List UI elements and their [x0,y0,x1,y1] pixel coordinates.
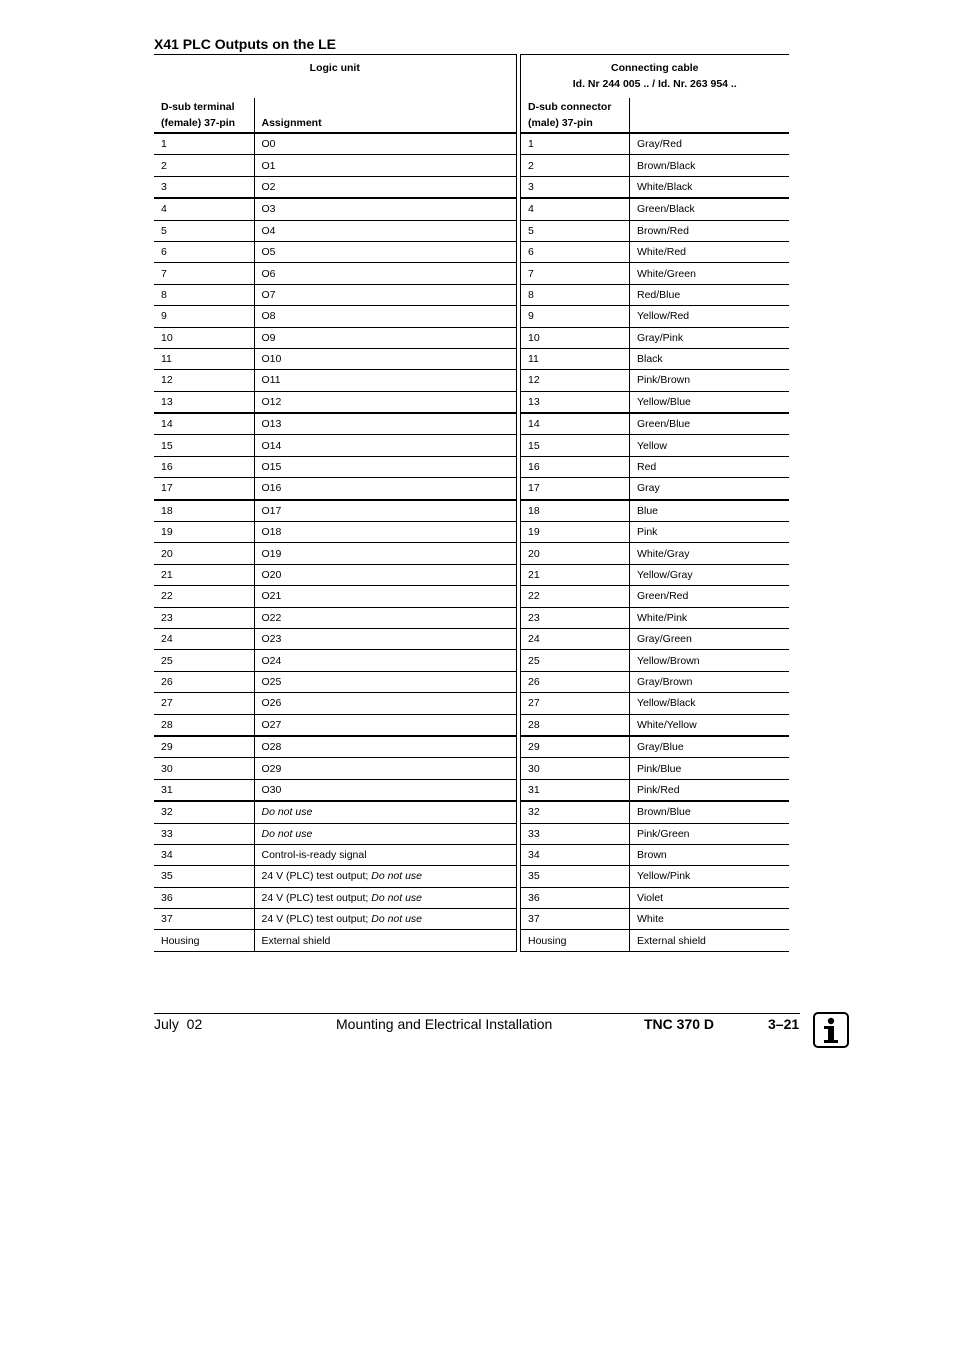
terminal-pin: 18 [154,500,254,522]
logic-table-row [154,607,516,628]
assignment-cell [254,930,516,951]
connector-pin: 3 [521,176,630,198]
assignment-text: O0 [261,138,276,151]
cable-table-row [521,327,789,348]
logic-table-row [154,779,516,801]
assignment-cell [254,736,516,758]
connector-pin: 28 [521,714,630,736]
assignment-cell [254,220,516,241]
cable-table-row [521,391,789,413]
connector-pin: 22 [521,586,630,607]
connector-pin: 15 [521,435,630,456]
assignment-cell [254,758,516,779]
terminal-pin: 10 [154,327,254,348]
cable-table-row [521,693,789,714]
terminal-pin: 1 [154,133,254,155]
logic-table-row [154,435,516,456]
assignment-text: O5 [261,246,276,259]
terminal-pin: 35 [154,866,254,887]
cable-table-row [521,155,789,176]
assignment-text: 24 V (PLC) test output; [261,870,372,883]
wire-color: Pink/Blue [630,758,789,779]
terminal-pin: 12 [154,370,254,391]
assignment-cell [254,564,516,585]
assignment-text: O15 [261,461,282,474]
wire-color: Green/Red [630,586,789,607]
logic-table-row [154,714,516,736]
connector-pin: 16 [521,456,630,477]
wire-color: Red/Blue [630,284,789,305]
logic-table-row [154,866,516,887]
connector-pin: 21 [521,564,630,585]
assignment-cell [254,779,516,801]
cable-table-row [521,435,789,456]
logic-table-row [154,628,516,649]
cable-table-row [521,844,789,865]
logic-table-row [154,543,516,564]
wire-color: Gray/Brown [630,671,789,692]
logic-table-row [154,133,516,155]
assignment-text: Control-is-ready signal [261,849,367,862]
cable-table-row [521,522,789,543]
logic-table-row [154,693,516,714]
assignment-text: O20 [261,569,282,581]
assignment-cell [254,671,516,692]
logic-table-row [154,564,516,585]
cable-id-line: Id. Nr 244 005 .. / Id. Nr. 263 954 .. [572,78,737,90]
assignment-cell [254,628,516,649]
assignment-cell [254,500,516,522]
wire-color: Yellow/Black [630,693,789,714]
assignment-text: O24 [261,654,282,667]
assignment-text: 24 V (PLC) test output; [261,891,372,904]
wire-color: White/Gray [630,543,789,564]
terminal-pin: 7 [154,263,254,284]
logic-table-row [154,522,516,543]
terminal-pin: 9 [154,306,254,327]
header-line: D-sub connector [528,101,612,113]
assignment-text: O12 [261,395,282,408]
assignment-text: O11 [261,374,281,387]
connector-pin: 2 [521,155,630,176]
terminal-pin: 5 [154,220,254,241]
assignment-cell [254,435,516,456]
connector-pin: 31 [521,779,630,801]
assignment-cell [254,866,516,887]
wire-color: Gray/Pink [630,327,789,348]
logic-table-row [154,413,516,435]
info-icon [813,1012,849,1048]
cable-table-row [521,779,789,801]
assignment-cell [254,887,516,908]
wire-color: Brown [630,844,789,865]
wire-color: White/Yellow [630,714,789,736]
do-not-use-note: Do not use [371,913,423,926]
connector-pin: 13 [521,391,630,413]
cable-col-connector-header [521,98,630,133]
assignment-text: O8 [261,310,276,323]
wire-color: Pink/Green [630,823,789,844]
assignment-text: O18 [261,526,282,539]
terminal-pin: 34 [154,844,254,865]
section-title: X41 PLC Outputs on the LE [154,36,337,52]
assignment-text: O10 [261,353,282,366]
cable-table-row [521,198,789,220]
wire-color: White/Green [630,263,789,284]
cable-table-row [521,478,789,500]
assignment-cell [254,155,516,176]
cable-table-row [521,887,789,908]
wire-color: Gray/Red [630,133,789,155]
assignment-text: 24 V (PLC) test output; [261,913,372,926]
terminal-pin: 25 [154,650,254,671]
logic-table-row [154,909,516,930]
do-not-use-note: Do not use [371,891,423,904]
assignment-text: O6 [261,267,276,280]
logic-table-row [154,176,516,198]
assignment-text: O14 [261,439,282,452]
wire-color: External shield [630,930,789,951]
connector-pin: 7 [521,263,630,284]
wire-color: Brown/Red [630,220,789,241]
connector-pin: 18 [521,500,630,522]
wire-color: Red [630,456,789,477]
terminal-pin: 15 [154,435,254,456]
connector-pin: 10 [521,327,630,348]
terminal-pin: 37 [154,909,254,930]
cable-table-row [521,823,789,844]
assignment-text: O7 [261,288,276,301]
connector-pin: 37 [521,909,630,930]
connector-pin: 12 [521,370,630,391]
cable-table-row [521,714,789,736]
connector-pin: Housing [521,930,630,951]
cable-table-row [521,263,789,284]
wire-color: Black [630,348,789,369]
assignment-text: O25 [261,675,282,688]
cable-table-row [521,909,789,930]
cable-table-row [521,801,789,823]
assignment-cell [254,456,516,477]
wire-color: Gray [630,478,789,500]
connector-pin: 30 [521,758,630,779]
cable-title-line: Connecting cable [611,62,699,74]
assignment-text: O13 [261,418,282,431]
connector-pin: 6 [521,241,630,262]
connector-pin: 27 [521,693,630,714]
logic-table-row [154,500,516,522]
logic-table-row [154,758,516,779]
assignment-text: O22 [261,611,282,624]
terminal-pin: 26 [154,671,254,692]
terminal-pin: 14 [154,413,254,435]
connector-pin: 23 [521,607,630,628]
cable-table-row [521,306,789,327]
assignment-text: O21 [261,590,282,603]
header-line: (male) 37-pin [528,117,593,129]
assignment-cell [254,650,516,671]
terminal-pin: 19 [154,522,254,543]
logic-table-row [154,478,516,500]
wire-color: White [630,909,789,930]
terminal-pin: 23 [154,607,254,628]
connector-pin: 24 [521,628,630,649]
do-not-use-note: Do not use [371,870,423,883]
wire-color: Blue [630,500,789,522]
terminal-pin: 3 [154,176,254,198]
assignment-text: O19 [261,547,282,560]
header-line: (female) 37-pin [161,117,236,129]
assignment-text: O3 [261,203,276,216]
connector-pin: 29 [521,736,630,758]
cable-title [521,55,789,99]
cable-table-row [521,370,789,391]
connector-pin: 11 [521,348,630,369]
assignment-cell [254,478,516,500]
assignment-text: O9 [261,331,276,344]
assignment-text: O17 [261,504,282,517]
do-not-use-note: Do not use [261,827,313,840]
cable-table-row [521,671,789,692]
cable-table-row [521,758,789,779]
logic-col-terminal-header [154,98,254,133]
connector-pin: 35 [521,866,630,887]
cable-table-row [521,586,789,607]
terminal-pin: 28 [154,714,254,736]
logic-table-row [154,370,516,391]
cable-table-row [521,628,789,649]
wire-color: Brown/Black [630,155,789,176]
connector-pin: 19 [521,522,630,543]
logic-table-row [154,263,516,284]
logic-table-row [154,650,516,671]
cable-table-row [521,930,789,951]
connector-pin: 8 [521,284,630,305]
assignment-cell [254,176,516,198]
connector-pin: 9 [521,306,630,327]
wire-color: Green/Blue [630,413,789,435]
assignment-text: O28 [261,741,282,754]
wire-color: Yellow [630,435,789,456]
assignment-text: O4 [261,224,276,237]
do-not-use-note: Do not use [261,806,313,819]
connector-pin: 20 [521,543,630,564]
assignment-cell [254,284,516,305]
assignment-cell [254,327,516,348]
connector-pin: 26 [521,671,630,692]
terminal-pin: 6 [154,241,254,262]
terminal-pin: 32 [154,801,254,823]
connector-pin: 4 [521,198,630,220]
assignment-cell [254,263,516,284]
assignment-cell [254,823,516,844]
assignment-text: O1 [261,159,276,172]
connector-pin: 5 [521,220,630,241]
assignment-cell [254,607,516,628]
wire-color: White/Black [630,176,789,198]
wire-color: Yellow/Pink [630,866,789,887]
assignment-text: O29 [261,762,282,775]
cable-table-row [521,564,789,585]
logic-table-row [154,284,516,305]
terminal-pin: 21 [154,564,254,585]
wire-color: Yellow/Brown [630,650,789,671]
connector-pin: 33 [521,823,630,844]
logic-unit-table [154,54,517,952]
assignment-cell [254,693,516,714]
assignment-text: O30 [261,783,282,796]
terminal-pin: 31 [154,779,254,801]
terminal-pin: 20 [154,543,254,564]
assignment-cell [254,714,516,736]
assignment-text: O16 [261,482,282,495]
connector-pin: 32 [521,801,630,823]
terminal-pin: 4 [154,198,254,220]
connecting-cable-table [520,54,789,952]
assignment-cell [254,241,516,262]
assignment-text: O23 [261,633,282,646]
connector-pin: 14 [521,413,630,435]
cable-table-row [521,284,789,305]
footer-divider [154,1013,800,1014]
terminal-pin: 8 [154,284,254,305]
assignment-cell [254,133,516,155]
assignment-cell [254,909,516,930]
logic-col-assignment-header: Assignment [254,98,516,133]
terminal-pin: 29 [154,736,254,758]
assignment-cell [254,198,516,220]
wire-color: Pink [630,522,789,543]
connector-pin: 17 [521,478,630,500]
logic-table-row [154,586,516,607]
assignment-cell [254,543,516,564]
assignment-cell [254,586,516,607]
cable-table-row [521,500,789,522]
assignment-cell [254,370,516,391]
logic-table-row [154,306,516,327]
assignment-text: External shield [261,934,331,947]
cable-table-row [521,736,789,758]
terminal-pin: 16 [154,456,254,477]
assignment-cell [254,844,516,865]
cable-table-row [521,866,789,887]
terminal-pin: 36 [154,887,254,908]
wire-color: Gray/Blue [630,736,789,758]
wire-color: Yellow/Gray [630,564,789,585]
footer-chapter: Mounting and Electrical Installation [336,1016,553,1032]
cable-table-row [521,220,789,241]
logic-unit-title: Logic unit [154,55,516,99]
logic-table-row [154,327,516,348]
connector-pin: 34 [521,844,630,865]
footer-page-number: 3–21 [768,1016,800,1032]
assignment-cell [254,413,516,435]
wire-color: Pink/Red [630,779,789,801]
logic-table-row [154,823,516,844]
logic-table-row [154,391,516,413]
cable-table-row [521,133,789,155]
assignment-cell [254,306,516,327]
terminal-pin: 11 [154,348,254,369]
logic-table-row [154,736,516,758]
wire-color: Brown/Blue [630,801,789,823]
logic-table-row [154,198,516,220]
logic-table-row [154,456,516,477]
terminal-pin: 2 [154,155,254,176]
logic-table-row [154,155,516,176]
cable-table-row [521,543,789,564]
footer-date: July 02 [154,1016,203,1032]
logic-table-row [154,801,516,823]
logic-table-row [154,930,516,951]
terminal-pin: 24 [154,628,254,649]
cable-table-row [521,650,789,671]
terminal-pin: Housing [154,930,254,951]
cable-table-row [521,413,789,435]
header-line: D-sub terminal [161,101,235,113]
cable-table-row [521,607,789,628]
wire-color: White/Pink [630,607,789,628]
terminal-pin: 30 [154,758,254,779]
terminal-pin: 22 [154,586,254,607]
wire-color: Yellow/Blue [630,391,789,413]
assignment-cell [254,348,516,369]
terminal-pin: 27 [154,693,254,714]
wire-color: Gray/Green [630,628,789,649]
assignment-cell [254,391,516,413]
connector-pin: 1 [521,133,630,155]
connector-pin: 36 [521,887,630,908]
wire-color: White/Red [630,241,789,262]
cable-table-row [521,241,789,262]
assignment-cell [254,801,516,823]
cable-table-row [521,456,789,477]
logic-table-row [154,220,516,241]
terminal-pin: 33 [154,823,254,844]
assignment-text: O26 [261,697,282,710]
footer-model: TNC 370 D [644,1016,715,1032]
logic-table-row [154,241,516,262]
cable-col-color-header [630,98,789,133]
terminal-pin: 17 [154,478,254,500]
assignment-text: O2 [261,180,276,193]
wire-color: Yellow/Red [630,306,789,327]
wire-color: Green/Black [630,198,789,220]
assignment-cell [254,522,516,543]
cable-table-row [521,348,789,369]
connector-pin: 25 [521,650,630,671]
logic-table-row [154,844,516,865]
assignment-text: O27 [261,718,282,731]
logic-table-row [154,671,516,692]
wire-color: Pink/Brown [630,370,789,391]
terminal-pin: 13 [154,391,254,413]
wire-color: Violet [630,887,789,908]
logic-table-row [154,887,516,908]
cable-table-row [521,176,789,198]
logic-table-row [154,348,516,369]
